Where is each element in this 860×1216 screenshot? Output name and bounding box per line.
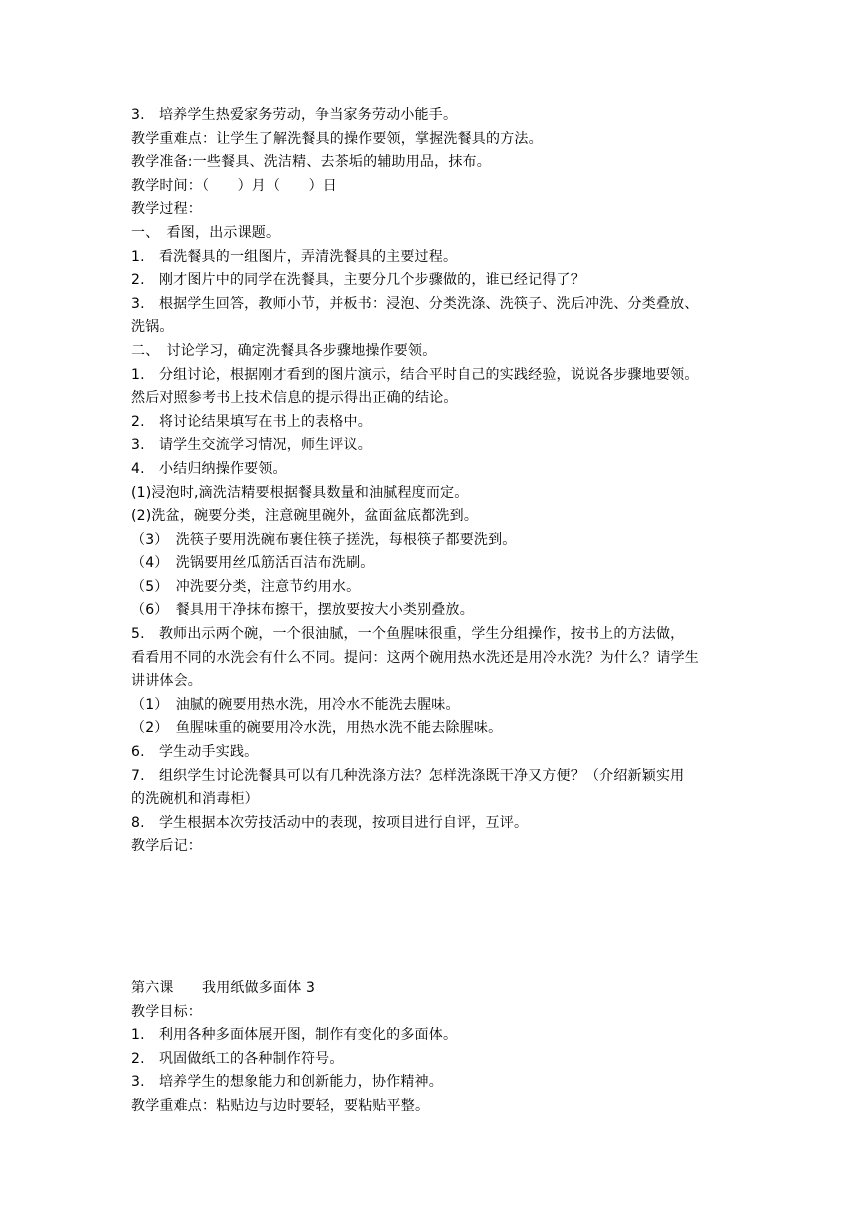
text-line: 4. 小结归纳操作要领。 [131,460,287,477]
text-line: 教学准备:一些餐具、洗洁精、去茶垢的辅助用品，抹布。 [131,154,491,171]
blank-space [131,859,731,977]
text-line: 然后对照参考书上技术信息的提示得出正确的结论。 [131,390,458,407]
text-line: 洗锅。 [131,319,174,336]
text-line: （2） 鱼腥味重的碗要用冷水洗，用热水洗不能去除腥味。 [131,720,503,737]
text-line: 1. 利用各种多面体展开图，制作有变化的多面体。 [131,1027,458,1044]
text-line: 教学后记： [131,838,202,855]
text-line: 教学重难点：粘贴边与边时要轻，要粘贴平整。 [131,1097,430,1114]
text-line: 2. 巩固做纸工的各种制作符号。 [131,1050,344,1067]
text-line: （6） 餐具用干净抹布擦干，摆放要按大小类别叠放。 [131,602,474,619]
text-line: 教学重难点：让学生了解洗餐具的操作要领，掌握洗餐具的方法。 [131,130,543,147]
text-line: 一、 看图，出示课题。 [131,224,281,241]
text-line: 二、 讨论学习，确定洗餐具各步骤地操作要领。 [131,342,437,359]
text-line: 教学目标： [131,1003,202,1020]
text-line: 1. 看洗餐具的一组图片，弄清洗餐具的主要过程。 [131,248,458,265]
lesson-plan-section [131,104,731,859]
text-line: 5. 教师出示两个碗，一个很油腻，一个鱼腥味很重，学生分组操作，按书上的方法做， [131,626,685,643]
lesson-six-section [131,977,731,1119]
text-line: 8. 学生根据本次劳技活动中的表现，按项目进行自评，互评。 [131,814,529,831]
text-line: 2. 刚才图片中的同学在洗餐具，主要分几个步骤做的，谁已经记得了？ [131,272,585,289]
text-line: （1） 油腻的碗要用热水洗，用冷水不能洗去腥味。 [131,696,460,713]
text-line: 3. 根据学生回答，教师小节，并板书：浸泡、分类洗涤、洗筷子、洗后冲洗、分类叠放、 [131,295,699,312]
text-line: （4） 洗锅要用丝瓜筋活百洁布洗刷。 [131,555,375,572]
text-line: （5） 冲洗要分类，注意节约用水。 [131,578,361,595]
text-line: 看看用不同的水洗会有什么不同。提问：这两个碗用热水洗还是用冷水洗？为什么？请学生 [131,649,699,666]
text-line: 的洗碗机和消毒柜） [131,791,259,808]
text-line: 2. 将讨论结果填写在书上的表格中。 [131,413,372,430]
text-line: (2)洗盆，碗要分类，注意碗里碗外，盆面盆底都洗到。 [131,508,479,525]
text-line: 3. 培养学生的想象能力和创新能力，协作精神。 [131,1074,443,1091]
text-line: 3. 请学生交流学习情况，师生评议。 [131,437,372,454]
text-line: 1. 分组讨论，根据刚才看到的图片演示，结合平时自己的实践经验，说说各步骤地要领。 [131,366,699,383]
text-line: 3. 培养学生热爱家务劳动，争当家务劳动小能手。 [131,107,458,123]
text-line: 第六课 我用纸做多面体 3 [131,980,316,996]
text-line: 讲讲体会。 [131,673,202,690]
text-line: （3） 洗筷子要用洗碗布裹住筷子搓洗，每根筷子都要洗到。 [131,531,517,548]
document-page [131,104,731,1119]
text-line: 6. 学生动手实践。 [131,744,259,761]
text-line: (1)浸泡时,滴洗洁精要根据餐具数量和油腻程度而定。 [131,484,469,501]
text-line: 教学过程： [131,201,202,218]
text-line: 教学时间：（ ）月（ ）日 [131,177,337,194]
text-line: 7. 组织学生讨论洗餐具可以有几种洗涤方法？怎样洗涤既干净又方便？（介绍新颖实用 [131,767,685,784]
